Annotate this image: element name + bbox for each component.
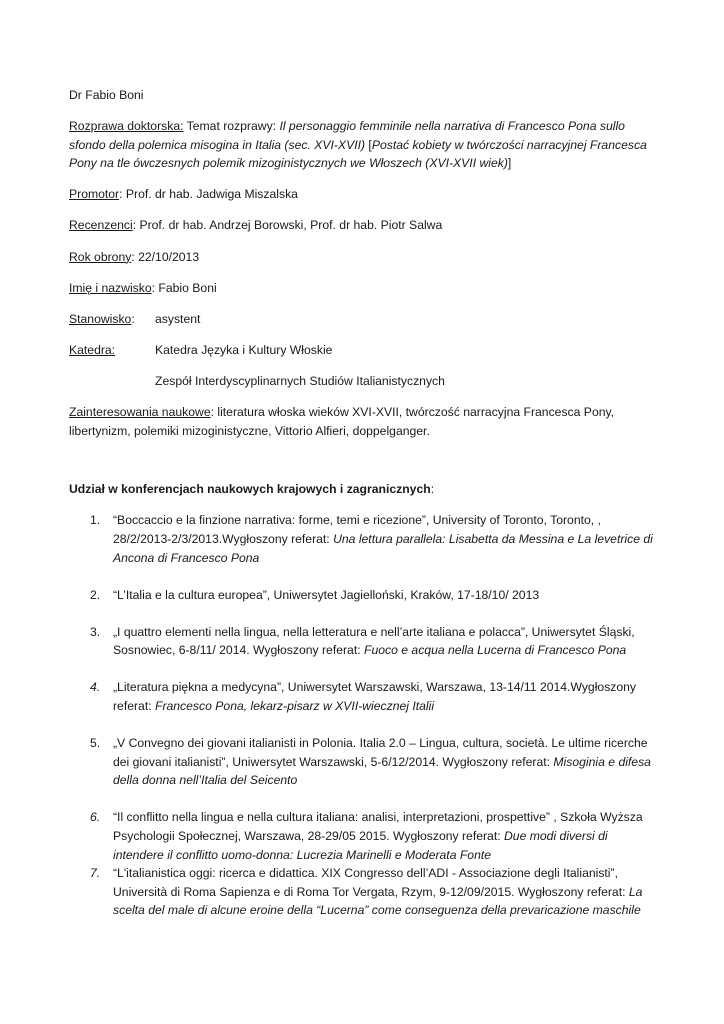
- thesis-label: Rozprawa doktorska:: [69, 119, 184, 134]
- list-item-text: „Literatura piękna a medycyna”, Uniwersytet Warszawski, Warszawa, 13-14/11 2014.Wygłoszony referat:: [113, 680, 637, 713]
- list-item-text: “Il conflitto nella lingua e nella cultura italiana: analisi, interpretazioni, prospettive” , Szkoła Wyższa Psychologii Społecznej, Warszawa, 28-29/05 2015. Wygłoszony referat:: [113, 810, 643, 843]
- katedra-value: Katedra Języka i Kultury Włoskie: [155, 342, 333, 357]
- list-item-number: 6.: [90, 810, 101, 825]
- cv-document: [69, 86, 659, 920]
- stanowisko-line: [69, 310, 659, 329]
- list-item: [69, 623, 659, 660]
- list-item: [69, 511, 659, 567]
- thesis-bracket-open: [: [365, 137, 372, 152]
- list-item-text: “Boccaccio e la finzione narrativa: forme, temi e ricezione”, University of Toronto, Toronto, , 28/2/2013-2/3/2013.Wygłoszony referat:: [113, 513, 601, 546]
- thesis-bracket-close: ]: [507, 156, 512, 171]
- list-item-paper-title: Una lettura parallela: Lisabetta da Messina e La levetrice di Ancona di Francesco Pona: [113, 531, 653, 565]
- thesis-title-pl: Postać kobiety w twórczości narracyjnej Francesca Pony na tle ówczesnych polemik mizoginistycznych we Włoszech (XVI-XVII wiek): [69, 137, 647, 171]
- list-item-number: 1.: [90, 513, 101, 528]
- imie-value: : Fabio Boni: [151, 280, 217, 295]
- list-item-number: 4.: [90, 680, 101, 695]
- list-item-number: 2.: [90, 587, 101, 602]
- list-item-text: „V Convegno dei giovani italianisti in Polonia. Italia 2.0 – Lingua, cultura, società. Le ultime ricerche dei giovani italianisti”, Uniwersytet Warszawski, 5-6/12/2014. Wygłoszony referat:: [113, 736, 648, 769]
- rok-obrony-label: Rok obrony: [69, 249, 132, 264]
- stanowisko-label-cell: [69, 310, 155, 329]
- katedra-label: Katedra:: [69, 342, 116, 357]
- list-item-text: “L’Italia e la cultura europea”, Uniwersytet Jagielloński, Kraków, 17-18/10/ 2013: [113, 587, 540, 602]
- list-item-paper-title: Due modi diversi di intendere il conflitto uomo-donna: Lucrezia Marinelli e Moderata Fonte: [113, 828, 608, 862]
- thesis-paragraph: [69, 117, 659, 173]
- list-item-paper-title: Fuoco e acqua nella Lucerna di Francesco Pona: [364, 643, 627, 658]
- stanowisko-value: asystent: [155, 311, 201, 326]
- list-item: [69, 808, 659, 864]
- stanowisko-label: Stanowisko: [69, 311, 132, 326]
- zainteresowania-paragraph: [69, 403, 659, 440]
- list-item: [69, 734, 659, 790]
- promotor-label: Promotor: [69, 187, 120, 202]
- author-name: Dr Fabio Boni: [69, 88, 144, 102]
- promotor-value: : Prof. dr hab. Jadwiga Miszalska: [119, 187, 298, 202]
- list-item-paper-title: Francesco Pona, lekarz-pisarz w XVII-wiecznej Italii: [155, 698, 435, 713]
- thesis-title-it: Il personaggio femminile nella narrativa di Francesco Pona sullo sfondo della polemica misogina in Italia (sec. XVI-XVII): [69, 119, 625, 152]
- stanowisko-colon: :: [131, 311, 135, 326]
- list-item-number: 3.: [90, 624, 101, 639]
- rok-obrony-value: : 22/10/2013: [131, 249, 200, 264]
- conferences-heading-suffix: :: [430, 482, 435, 497]
- recenzenci-line: [69, 216, 659, 235]
- list-item-number: 7.: [90, 866, 101, 881]
- conferences-heading-text: Udział w konferencjach naukowych krajowych i zagranicznych: [69, 482, 431, 497]
- conferences-list: [69, 511, 659, 920]
- katedra-line: [69, 341, 659, 360]
- promotor-line: [69, 185, 659, 204]
- katedra-value-2: Zespół Interdyscyplinarnych Studiów Italianistycznych: [155, 373, 445, 388]
- conferences-heading: [69, 480, 659, 499]
- list-item: [69, 586, 659, 605]
- rok-obrony-line: [69, 248, 659, 267]
- zainteresowania-label: Zainteresowania naukowe: [69, 405, 211, 420]
- list-item-number: 5.: [90, 736, 101, 751]
- list-item-paper-title: La scelta del male di alcune eroine della “Lucerna” come conseguenza della prevaricazione maschile: [113, 884, 643, 918]
- list-item-text: “L'italianistica oggi: ricerca e didattica. XIX Congresso dell’ADI - Associazione degli Italianisti”, Università di Roma Sapienza e di Roma Tor Vergata, Rzym, 9-12/09/2015. Wygłoszony referat:: [113, 866, 629, 899]
- imie-line: [69, 279, 659, 298]
- recenzenci-value: : Prof. dr hab. Andrzej Borowski, Prof. dr hab. Piotr Salwa: [132, 218, 443, 233]
- list-item: [69, 864, 659, 920]
- list-item: [69, 678, 659, 715]
- thesis-lead: Temat rozprawy:: [183, 119, 280, 134]
- list-item-text: „I quattro elementi nella lingua, nella letteratura e nell’arte italiana e polacca”, Uniwersytet Śląski, Sosnowiec, 6-8/11/ 2014. Wygłoszony referat:: [113, 624, 635, 658]
- recenzenci-label: Recenzenci: [69, 218, 133, 233]
- zainteresowania-value: : literatura włoska wieków XVI-XVII, twórczość narracyjna Francesca Pony, libertynizm, polemiki mizoginistyczne, Vittorio Alfieri, doppelganger.: [69, 405, 615, 438]
- imie-label: Imię i nazwisko: [69, 280, 152, 295]
- list-item-paper-title: Misoginia e difesa della donna nell’Italia del Seicento: [113, 754, 651, 788]
